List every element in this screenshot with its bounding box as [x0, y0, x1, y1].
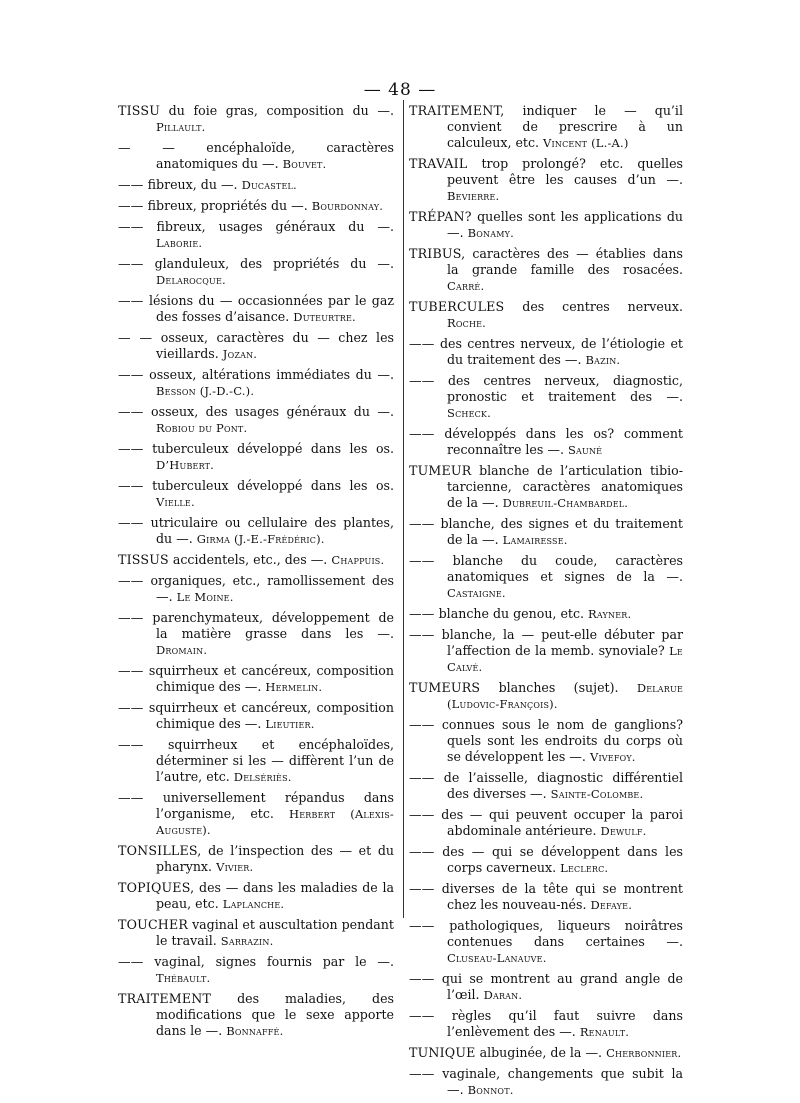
entry-author: Bonamy. — [467, 226, 514, 240]
entry-text: blanche du genou, etc. — [438, 606, 585, 621]
entry-author: Sauné — [567, 443, 603, 457]
entry-author: Laplanche. — [222, 897, 285, 911]
entry-heading: —— — [409, 336, 435, 351]
entry-text: tuberculeux développé dans les os. — [152, 441, 395, 456]
entry-heading: —— — [118, 515, 144, 530]
entry-heading: — — — [118, 330, 153, 345]
entry-text: squirrheux et encéphaloïdes, déterminer si les — diffèrent l’un de l’autre, etc. — [156, 737, 394, 784]
entry-text: organiques, etc., ramollissement des —. — [150, 573, 394, 604]
entry-author: Bonnot. — [467, 1083, 514, 1097]
entry-text: pathologiques, liqueurs noirâtres contenues dans certaines —. — [447, 918, 683, 949]
entry-author: Besson (J.-D.-C.). — [156, 384, 255, 398]
index-entry — [409, 807, 683, 839]
index-entry — [118, 917, 394, 949]
index-entry — [118, 219, 394, 251]
entry-author: Duteurtre. — [293, 310, 356, 324]
entry-author: Rayner. — [588, 607, 632, 621]
entry-text: osseux, altérations immédiates du —. — [149, 367, 394, 382]
entry-heading: TRAITEMENT — [118, 991, 212, 1006]
entry-text: fibreux, propriétés du —. — [147, 198, 308, 213]
entry-text: de l’inspection des — et du pharynx. — [156, 843, 394, 874]
entry-author: Hermelin. — [265, 680, 323, 694]
entry-author: Vielle. — [156, 495, 195, 509]
left-column — [118, 103, 394, 1044]
entry-text: des — qui se développent dans les corps caverneux. — [442, 844, 683, 875]
entry-heading: —— — [409, 844, 435, 859]
index-entry — [118, 737, 394, 785]
index-entry — [118, 404, 394, 436]
entry-heading: TUMEUR — [409, 463, 472, 478]
index-entry — [118, 843, 394, 875]
entry-text: fibreux, usages généraux du —. — [156, 219, 394, 234]
entry-author: Bourdonnay. — [311, 199, 384, 213]
entry-author: Renault. — [579, 1025, 630, 1039]
index-entry — [409, 881, 683, 913]
entry-text: osseux, caractères du — chez les vieillards. — [156, 330, 395, 361]
index-entry — [118, 293, 394, 325]
index-entry — [409, 373, 683, 421]
entry-text: règles qu’il faut suivre dans l’enlèvement des —. — [447, 1008, 683, 1039]
entry-text: glanduleux, des propriétés du —. — [154, 256, 394, 271]
entry-author: Castaigne. — [447, 586, 506, 600]
index-entry — [409, 971, 683, 1003]
entry-heading: TUBERCULES — [409, 299, 505, 314]
index-entry — [118, 177, 394, 193]
entry-heading: TUMEURS — [409, 680, 481, 695]
index-entry — [118, 954, 394, 986]
entry-author: Carré. — [447, 279, 485, 293]
index-entry — [409, 156, 683, 204]
entry-heading: —— — [409, 516, 435, 531]
entry-heading: —— — [118, 293, 144, 308]
index-entry — [118, 367, 394, 399]
index-entry — [409, 553, 683, 601]
entry-heading: —— — [409, 373, 435, 388]
entry-author: D’Hubert. — [156, 458, 215, 472]
entry-text: indiquer le — qu’il convient de prescrire à un calculeux, etc. — [447, 103, 683, 150]
index-entry — [118, 552, 394, 568]
entry-heading: TRIBUS, — [409, 246, 466, 261]
entry-author: Pillault. — [156, 120, 206, 134]
entry-author: Cluseau-Lanauve. — [447, 951, 547, 965]
index-entry — [409, 1045, 683, 1061]
entry-author: Chappuis. — [331, 553, 385, 567]
entry-author: Girma (J.-E.-Frédéric). — [196, 532, 325, 546]
entry-text: tuberculeux développé dans les os. — [152, 478, 395, 493]
entry-heading: —— — [409, 1008, 435, 1023]
index-entry — [118, 140, 394, 172]
entry-author: Thébault. — [156, 971, 211, 985]
index-entry — [409, 717, 683, 765]
entry-heading: —— — [118, 441, 144, 456]
index-entry — [118, 256, 394, 288]
entry-text: vaginal et auscultation pendant le travail. — [156, 917, 394, 948]
entry-heading: — — — [118, 140, 176, 155]
entry-text: des centres nerveux. — [522, 299, 683, 314]
entry-text: blanche du coude, caractères anatomiques et signes de la —. — [447, 553, 683, 584]
index-entry — [409, 680, 683, 712]
entry-text: encéphaloïde, caractères anatomiques du —. — [156, 140, 394, 171]
entry-heading: TISSUS — [118, 552, 169, 567]
entry-author: Vivier. — [216, 860, 254, 874]
index-entry — [118, 663, 394, 695]
index-entry — [409, 463, 683, 511]
entry-author: Bazin. — [585, 353, 621, 367]
entry-heading: —— — [409, 918, 435, 933]
entry-author: Lieutier. — [265, 717, 315, 731]
entry-text: diverses de la tête qui se montrent chez les nouveau-nés. — [441, 881, 683, 912]
entry-text: qui se montrent au grand angle de l’œil. — [441, 971, 683, 1002]
entry-author: Ducastel. — [241, 178, 297, 192]
index-entry — [409, 336, 683, 368]
entry-author: Laborie. — [156, 236, 203, 250]
index-entry — [118, 441, 394, 473]
entry-heading: —— — [118, 954, 144, 969]
entry-heading: TRÉPAN? — [409, 209, 472, 224]
entry-author: Delarocque. — [156, 273, 226, 287]
entry-author: Cherbonnier. — [606, 1046, 682, 1060]
entry-text: des — qui peuvent occuper la paroi abdominale antérieure. — [441, 807, 683, 838]
entry-text: squirrheux et cancéreux, composition chimique des —. — [148, 700, 394, 731]
entry-author: Leclerc. — [560, 861, 609, 875]
index-entry — [118, 515, 394, 547]
entry-author: Le Moine. — [176, 590, 234, 604]
entry-heading: TRAITEMENT, — [409, 103, 505, 118]
entry-text: parenchymateux, développement de la matière grasse dans les —. — [152, 610, 394, 641]
column-divider — [403, 100, 404, 918]
index-entry — [409, 770, 683, 802]
index-entry — [409, 1066, 683, 1098]
entry-heading: TONSILLES, — [118, 843, 202, 858]
index-entry — [409, 606, 683, 622]
entry-heading: TOUCHER — [118, 917, 189, 932]
entry-text: blanche de l’articulation tibio-tarcienne, caractères anatomiques de la —. — [447, 463, 683, 510]
entry-author: Defaye. — [590, 898, 633, 912]
entry-author: Delarue (Ludovic-François). — [447, 681, 683, 711]
index-entry — [118, 880, 394, 912]
entry-text: utriculaire ou cellulaire des plantes, du —. — [150, 515, 394, 546]
entry-author: Sarrazin. — [220, 934, 274, 948]
entry-author: Roche. — [447, 316, 487, 330]
entry-text: trop prolongé? etc. quelles peuvent être les causes d’un —. — [447, 156, 683, 187]
entry-text: osseux, des usages généraux du —. — [151, 404, 394, 419]
entry-text: caractères des — établies dans la grande famille des rosacées. — [447, 246, 683, 277]
entry-heading: —— — [118, 700, 144, 715]
entry-heading: —— — [118, 256, 144, 271]
entry-heading: —— — [118, 177, 144, 192]
entry-text: des centres nerveux, diagnostic, pronostic et traitement des —. — [447, 373, 683, 404]
entry-heading: TUNIQUE — [409, 1045, 476, 1060]
index-entry — [409, 1008, 683, 1040]
entry-author: Vivefoy. — [589, 750, 636, 764]
entry-text: albuginée, de la —. — [479, 1045, 603, 1060]
index-entry — [118, 478, 394, 510]
index-entry — [118, 700, 394, 732]
entry-author: Bevierre. — [447, 189, 500, 203]
entry-text: blanches (sujet). — [498, 680, 619, 695]
entry-heading: —— — [118, 610, 144, 625]
index-entry — [409, 209, 683, 241]
entry-heading: —— — [118, 367, 144, 382]
entry-author: Bonnaffé. — [226, 1024, 284, 1038]
index-entry — [118, 103, 394, 135]
entry-text: blanche, des signes et du traitement de la —. — [440, 516, 683, 547]
entry-author: Le Calvé. — [447, 644, 683, 674]
entry-author: Robiou du Pont. — [156, 421, 248, 435]
index-entry — [118, 991, 394, 1039]
entry-heading: —— — [409, 426, 435, 441]
entry-text: des — dans les maladies de la peau, etc. — [156, 880, 394, 911]
entry-author: Daran. — [483, 988, 523, 1002]
entry-author: Lamairesse. — [502, 533, 568, 547]
entry-text: de l’aisselle, diagnostic différentiel des diverses —. — [443, 770, 683, 801]
entry-heading: —— — [409, 807, 435, 822]
index-entry — [118, 330, 394, 362]
right-column — [409, 103, 683, 1103]
entry-author: Herbert (Alexis-Auguste). — [156, 807, 394, 837]
entry-heading: —— — [118, 737, 144, 752]
entry-heading: —— — [118, 478, 144, 493]
entry-author: Dromain. — [156, 643, 208, 657]
index-entry — [409, 918, 683, 966]
entry-author: Dubreuil-Chambardel. — [502, 496, 629, 510]
entry-heading: —— — [409, 881, 435, 896]
index-entry — [409, 246, 683, 294]
entry-heading: TISSU — [118, 103, 161, 118]
index-entry — [409, 844, 683, 876]
index-entry — [409, 627, 683, 675]
page-number: — 48 — — [363, 80, 437, 100]
entry-text: développés dans les os? comment reconnaître les —. — [444, 426, 683, 457]
entry-author: Dewulf. — [600, 824, 647, 838]
entry-author: Bouvet. — [282, 157, 327, 171]
entry-heading: —— — [118, 404, 144, 419]
entry-heading: —— — [118, 790, 144, 805]
entry-heading: —— — [118, 219, 144, 234]
entry-text: lésions du — occasionnées par le gaz des fosses d’aisance. — [148, 293, 394, 324]
index-entry — [118, 790, 394, 838]
entry-author: Scheck. — [447, 406, 491, 420]
entry-text: vaginale, changements que subit la —. — [442, 1066, 683, 1097]
entry-text: universellement répandus dans l’organisme, etc. — [156, 790, 394, 821]
entry-heading: —— — [118, 573, 144, 588]
entry-author: Delsériès. — [233, 770, 292, 784]
index-entry — [409, 299, 683, 331]
entry-author: Jozan. — [222, 347, 258, 361]
entry-heading: —— — [409, 627, 435, 642]
entry-text: vaginal, signes fournis par le —. — [154, 954, 394, 969]
index-entry — [409, 516, 683, 548]
index-entry — [118, 610, 394, 658]
entry-text: des centres nerveux, de l’étiologie et du traitement des —. — [439, 336, 683, 367]
index-entry — [118, 198, 394, 214]
entry-heading: —— — [409, 717, 435, 732]
entry-heading: —— — [118, 198, 144, 213]
index-entry — [409, 426, 683, 458]
entry-heading: —— — [409, 770, 435, 785]
entry-heading: —— — [118, 663, 144, 678]
entry-heading: TOPIQUES, — [118, 880, 195, 895]
entry-text: du foie gras, composition du —. — [168, 103, 394, 118]
entry-text: des maladies, des modifications que le sexe apporte dans le —. — [156, 991, 394, 1038]
entry-heading: —— — [409, 1066, 435, 1081]
entry-heading: —— — [409, 606, 435, 621]
entry-heading: —— — [409, 971, 435, 986]
entry-author: Sainte-Colombe. — [550, 787, 644, 801]
index-entry — [409, 103, 683, 151]
entry-text: blanche, la — peut-elle débuter par l’affection de la memb. synoviale? — [441, 627, 683, 658]
entry-text: fibreux, du —. — [147, 177, 238, 192]
entry-text: quelles sont les applications du —. — [447, 209, 683, 240]
entry-text: squirrheux et cancéreux, composition chimique des —. — [148, 663, 394, 694]
entry-heading: —— — [409, 553, 435, 568]
entry-author: Vincent (L.-A.) — [543, 136, 629, 150]
entry-text: connues sous le nom de ganglions? quels sont les endroits du corps où se développent les —. — [441, 717, 683, 764]
entry-text: accidentels, etc., des —. — [172, 552, 328, 567]
index-entry — [118, 573, 394, 605]
entry-heading: TRAVAIL — [409, 156, 468, 171]
